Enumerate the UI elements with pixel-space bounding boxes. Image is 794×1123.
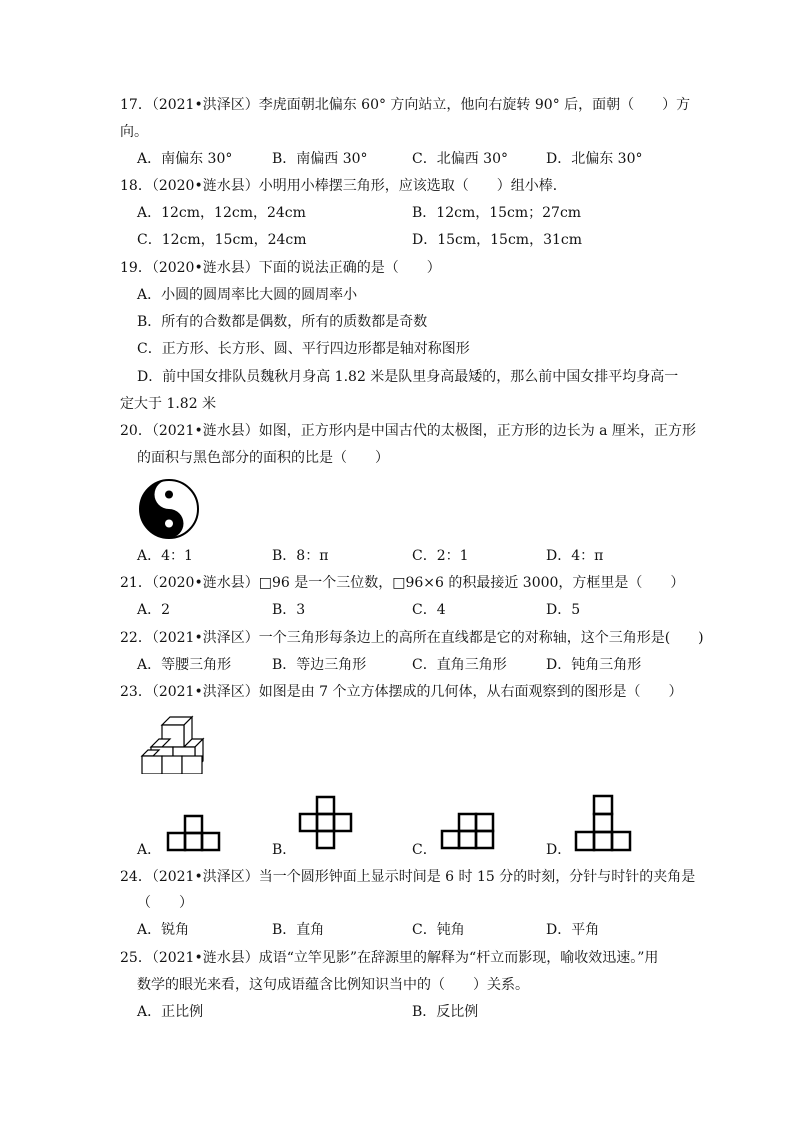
q18-source: （2020•涟水县） (151, 178, 259, 194)
q23-option-c: C． (412, 842, 437, 858)
q17-line2: 向。 (120, 124, 148, 140)
q19-option-d-continued: 定大于 1.82 米 (120, 396, 217, 412)
q18-option-b: B．12cm，15cm；27cm (412, 205, 582, 221)
q23-option-a: A． (137, 842, 162, 858)
q19-text: 下面的说法正确的是（ ） (258, 260, 441, 276)
q22-option-b: B．等边三角形 (272, 657, 367, 673)
q23-line1 (120, 682, 683, 702)
q17-option-a: A．南偏东 30° (137, 151, 233, 167)
q25-number: 25． (120, 950, 152, 966)
q23-option-d-figure (574, 794, 632, 852)
q17-text: 李虎面朝北偏东 60° 方向站立，他向右旋转 90° 后，面朝（ ）方 (258, 97, 691, 113)
q20-option-d: D．4：π (546, 548, 604, 564)
q20-source: （2021•涟水县） (151, 423, 259, 439)
q20-number: 20． (120, 423, 152, 439)
q17-source: （2021•洪泽区） (151, 97, 259, 113)
q18-line1 (120, 176, 567, 196)
q24-number: 24． (120, 869, 152, 885)
q24-option-a: A．锐角 (137, 922, 190, 938)
q18-option-a: A．12cm，12cm，24cm (137, 205, 306, 221)
q22-line1 (120, 628, 704, 648)
q21-text: □96 是一个三位数，□96×6 的积最接近 3000，方框里是（ ） (258, 575, 685, 591)
q19-line1 (120, 258, 441, 278)
q20-text: 如图，正方形内是中国古代的太极图，正方形的边长为 a 厘米，正方形 (258, 423, 696, 439)
q24-option-d: D．平角 (546, 922, 600, 938)
q19-option-c: C．正方形、长方形、圆、平行四边形都是轴对称图形 (137, 341, 470, 357)
q23-source: （2021•洪泽区） (151, 684, 259, 700)
q25-line1 (120, 948, 658, 968)
q21-line1 (120, 573, 684, 593)
q23-text: 如图是由 7 个立方体摆成的几何体，从右面观察到的图形是（ ） (258, 684, 683, 700)
q24-text: 当一个圆形钟面上显示时间是 6 时 15 分的时刻，分针与时针的夹角是 (258, 869, 696, 885)
q18-option-d: D．15cm，15cm，31cm (412, 232, 583, 248)
q20-line1 (120, 421, 696, 441)
q21-option-b: B．3 (272, 602, 306, 618)
q18-number: 18． (120, 178, 152, 194)
q23-option-b: B． (272, 842, 297, 858)
q25-option-b: B．反比例 (412, 1004, 479, 1020)
q24-option-c: C．钝角 (412, 922, 465, 938)
q17-option-d: D．北偏东 30° (546, 151, 643, 167)
q21-option-c: C．4 (412, 602, 446, 618)
q19-source: （2020•涟水县） (151, 260, 259, 276)
q21-number: 21． (120, 575, 152, 591)
q22-option-a: A．等腰三角形 (137, 657, 232, 673)
taiji-figure (138, 478, 200, 540)
q25-line2: 数学的眼光来看，这句成语蕴含比例知识当中的（ ）关系。 (137, 977, 529, 993)
q17-number: 17． (120, 97, 152, 113)
q24-option-b: B．直角 (272, 922, 325, 938)
q20-option-c: C．2：1 (412, 548, 469, 564)
q21-option-d: D．5 (546, 602, 581, 618)
q21-option-a: A．2 (137, 602, 171, 618)
q20-option-b: B．8：π (272, 548, 329, 564)
q21-source: （2020•涟水县） (151, 575, 259, 591)
q19-option-d: D．前中国女排队员魏秋月身高 1.82 米是队里身高最矮的，那么前中国女排平均身高一 (137, 369, 679, 385)
q20-line2: 的面积与黑色部分的面积的比是（ ） (137, 450, 389, 466)
q17-option-c: C．北偏西 30° (412, 151, 508, 167)
q19-option-a: A．小圆的圆周率比大圆的圆周率小 (137, 287, 358, 303)
q23-option-b-figure (298, 795, 354, 851)
q23-number: 23． (120, 684, 152, 700)
q24-line2: （ ） (137, 895, 193, 911)
q22-text: 一个三角形每条边上的高所在直线都是它的对称轴，这个三角形是( ) (258, 630, 704, 646)
q20-option-a: A．4：1 (137, 548, 193, 564)
q17-option-b: B．南偏西 30° (272, 151, 368, 167)
q23-option-c-figure (440, 812, 496, 852)
q23-option-d: D． (546, 842, 572, 858)
q24-source: （2021•洪泽区） (151, 869, 259, 885)
q25-option-a: A．正比例 (137, 1004, 204, 1020)
q22-option-d: D．钝角三角形 (546, 657, 642, 673)
q19-option-b: B．所有的合数都是偶数，所有的质数都是奇数 (137, 314, 428, 330)
q19-number: 19． (120, 260, 152, 276)
q17-line1 (120, 95, 690, 115)
q23-option-a-figure (166, 814, 222, 852)
q22-source: （2021•洪泽区） (151, 630, 259, 646)
q18-text: 小明用小棒摆三角形，应该选取（ ）组小棒． (258, 178, 567, 194)
q25-text: 成语“立竿见影”在辞源里的解释为“杆立而影现，喻收效迅速。”用 (258, 950, 659, 966)
q22-number: 22． (120, 630, 152, 646)
q24-line1 (120, 867, 695, 887)
q25-source: （2021•涟水县） (151, 950, 259, 966)
cube-stack-figure (140, 712, 212, 774)
q22-option-c: C．直角三角形 (412, 657, 507, 673)
q18-option-c: C．12cm，15cm，24cm (137, 232, 307, 248)
